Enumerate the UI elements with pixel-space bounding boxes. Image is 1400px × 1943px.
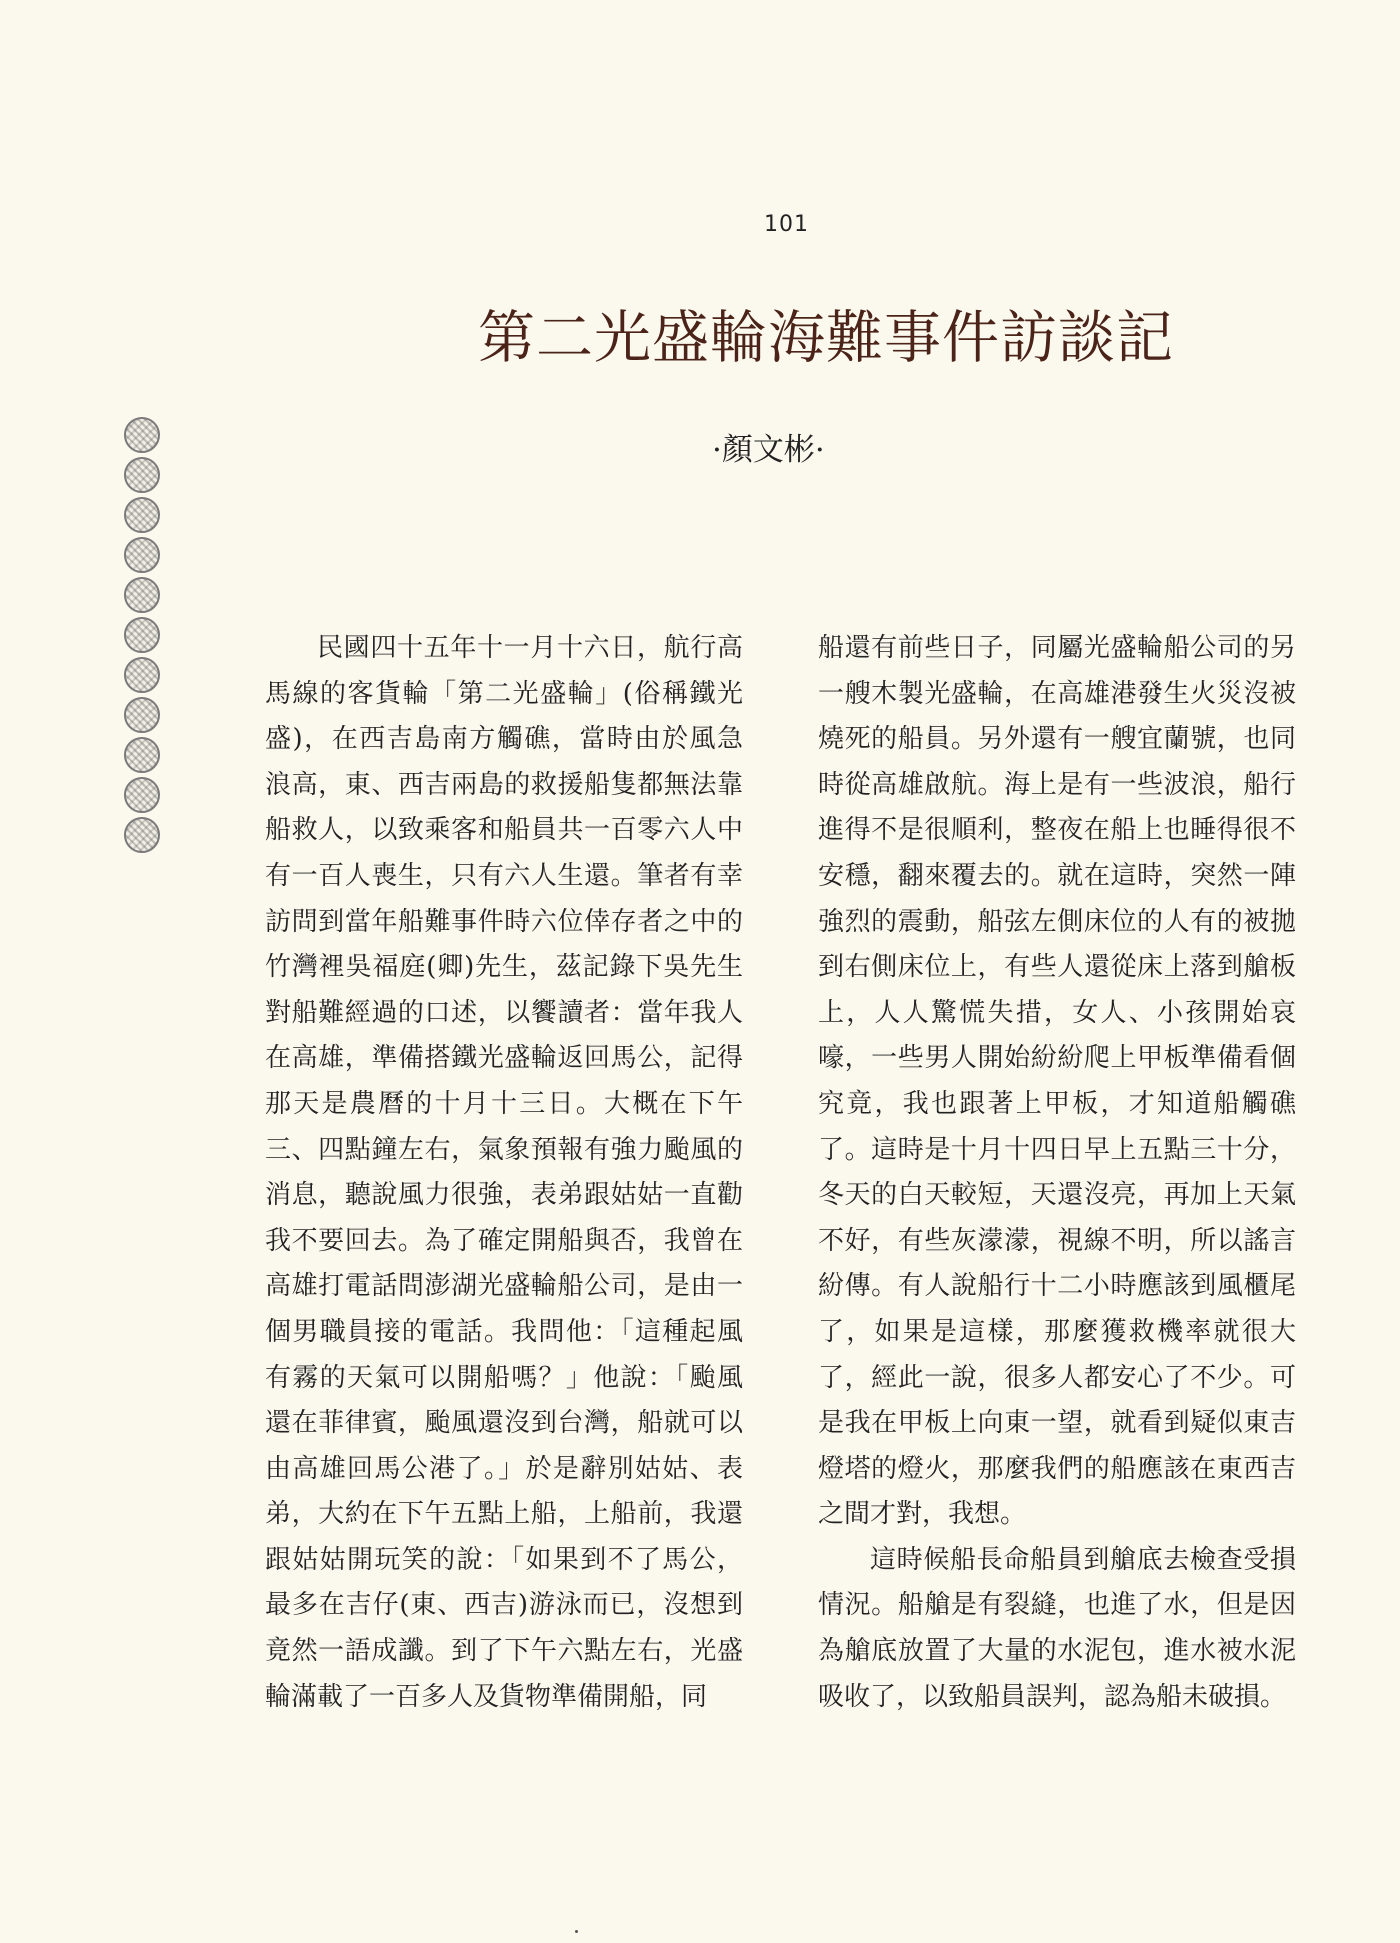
page-number: 101: [764, 212, 809, 237]
round-seal-stamp-icon: [124, 577, 160, 613]
round-seal-stamp-icon: [124, 657, 160, 693]
right-paragraph-2: 這時候船長命船員到艙底去檢查受損情況。船艙是有裂縫，也進了水，但是因為艙底放置了大量的水泥包，進水被水泥吸收了，以致船員誤判，認為船未破損。: [818, 1544, 1296, 1712]
round-seal-stamp-icon: [124, 777, 160, 813]
article-title: 第二光盛輪海難事件訪談記: [478, 305, 1174, 371]
author-byline: ·顏文彬·: [712, 432, 825, 468]
round-seal-stamp-icon: [124, 737, 160, 773]
round-seal-stamp-icon: [124, 457, 160, 493]
round-seal-stamp-icon: [124, 537, 160, 573]
seal-column: [124, 417, 164, 857]
round-seal-stamp-icon: [124, 697, 160, 733]
round-seal-stamp-icon: [124, 417, 160, 453]
right-text-column: [818, 626, 1296, 1720]
print-speck: [575, 1930, 578, 1933]
left-text-column: [265, 626, 743, 1720]
right-paragraph-1: 船還有前些日子，同屬光盛輪船公司的另一艘木製光盛輪，在高雄港發生火災沒被燒死的船員。另外還有一艘宜蘭號，也同時從高雄啟航。海上是有一些波浪，船行進得不是很順利，整夜在船上也睡得很不安穩，翻來覆去的。就在這時，突然一陣強烈的震動，船弦左側床位的人有的被拋到右側床位上，有些人還從床上落到艙板上，人人驚慌失措，女人、小孩開始哀嚎，一些男人開始紛紛爬上甲板準備看個究竟，我也跟著上甲板，才知道船觸礁了。這時是十月十四日早上五點三十分，冬天的白天較短，天還沒亮，再加上天氣不好，有些灰濛濛，視線不明，所以謠言紛傳。有人說船行十二小時應該到風櫃尾了，如果是這樣，那麼獲救機率就很大了，經此一說，很多人都安心了不少。可是我在甲板上向東一望，就看到疑似東吉燈塔的燈火，那麼我們的船應該在東西吉之間才對，我想。: [818, 633, 1296, 1530]
left-paragraph-1: 民國四十五年十一月十六日，航行高馬線的客貨輪「第二光盛輪」(俗稱鐵光盛)，在西吉島南方觸礁，當時由於風急浪高，東、西吉兩島的救援船隻都無法靠船救人，以致乘客和船員共一百零六人中有一百人喪生，只有六人生還。筆者有幸訪問到當年船難事件時六位倖存者之中的竹灣裡吳福庭(卿)先生，茲記錄下吳先生對船難經過的口述，以饗讀者：當年我人在高雄，準備搭鐵光盛輪返回馬公，記得那天是農曆的十月十三日。大概在下午三、四點鐘左右，氣象預報有強力颱風的消息，聽說風力很強，表弟跟姑姑一直勸我不要回去。為了確定開船與否，我曾在高雄打電話問澎湖光盛輪船公司，是由一個男職員接的電話。我問他：「這種起風有霧的天氣可以開船嗎？」他說：「颱風還在菲律賓，颱風還沒到台灣，船就可以由高雄回馬公港了。」於是辭別姑姑、表弟，大約在下午五點上船，上船前，我還跟姑姑開玩笑的說：「如果到不了馬公，最多在吉仔(東、西吉)游泳而已，沒想到竟然一語成讖。到了下午六點左右，光盛輪滿載了一百多人及貨物準備開船，同: [265, 633, 743, 1712]
round-seal-stamp-icon: [124, 617, 160, 653]
round-seal-stamp-icon: [124, 817, 160, 853]
round-seal-stamp-icon: [124, 497, 160, 533]
